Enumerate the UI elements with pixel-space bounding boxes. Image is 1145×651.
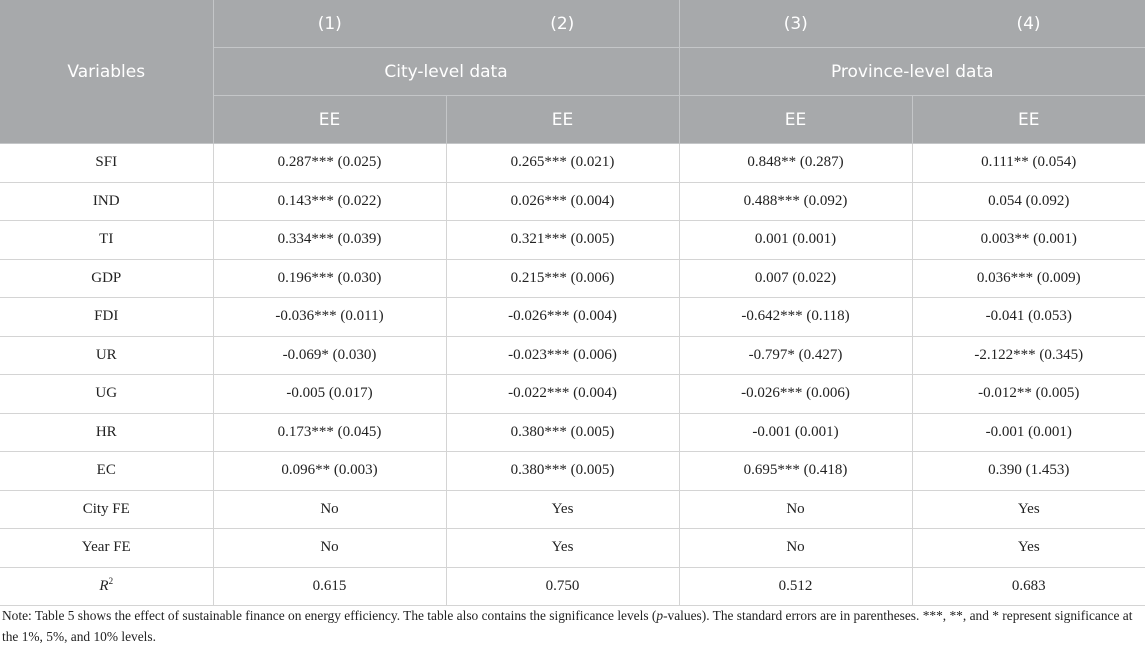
table-cell: No	[679, 529, 912, 568]
table-body	[0, 144, 1145, 606]
row-label: TI	[0, 221, 213, 260]
table-cell: -0.642*** (0.118)	[679, 298, 912, 337]
table-cell: -0.012** (0.005)	[912, 375, 1145, 414]
table-cell: 0.615	[213, 567, 446, 606]
row-label: EC	[0, 452, 213, 491]
table-cell: 0.007 (0.022)	[679, 259, 912, 298]
table-cell: 0.111** (0.054)	[912, 144, 1145, 183]
table-row	[0, 182, 1145, 221]
table-cell: 0.287*** (0.025)	[213, 144, 446, 183]
variables-header: Variables	[0, 0, 213, 144]
table-cell: 0.390 (1.453)	[912, 452, 1145, 491]
table-cell: 0.096** (0.003)	[213, 452, 446, 491]
table-cell: No	[213, 490, 446, 529]
note-p: p	[656, 608, 664, 623]
table-cell: -0.797* (0.427)	[679, 336, 912, 375]
row-label: UR	[0, 336, 213, 375]
header-row-numbers	[0, 0, 1145, 48]
table-row-r2	[0, 567, 1145, 606]
table-cell: 0.750	[446, 567, 679, 606]
table-cell: -0.026*** (0.006)	[679, 375, 912, 414]
col-number-4: (4)	[912, 0, 1145, 48]
table-cell: 0.380*** (0.005)	[446, 452, 679, 491]
table-cell: 0.848** (0.287)	[679, 144, 912, 183]
table-row	[0, 452, 1145, 491]
dep-var-3: EE	[679, 96, 912, 144]
table-cell: 0.512	[679, 567, 912, 606]
table-cell: 0.683	[912, 567, 1145, 606]
table-cell: Yes	[446, 490, 679, 529]
table-cell: 0.196*** (0.030)	[213, 259, 446, 298]
table-cell: -0.036*** (0.011)	[213, 298, 446, 337]
row-label: Year FE	[0, 529, 213, 568]
table-cell: No	[213, 529, 446, 568]
table-cell: 0.334*** (0.039)	[213, 221, 446, 260]
table-cell: -0.041 (0.053)	[912, 298, 1145, 337]
table-cell: 0.143*** (0.022)	[213, 182, 446, 221]
table-row	[0, 144, 1145, 183]
table-note	[2, 605, 1142, 647]
table-cell: -0.026*** (0.004)	[446, 298, 679, 337]
table-cell: 0.173*** (0.045)	[213, 413, 446, 452]
row-label-r2	[0, 567, 213, 606]
note-part2: -values). The standard errors are in parentheses. ***, **, and * represent significance at the 1%, 5%, and 10% levels.	[2, 608, 1133, 644]
table-row	[0, 490, 1145, 529]
table-cell: 0.488*** (0.092)	[679, 182, 912, 221]
table-cell: -0.001 (0.001)	[679, 413, 912, 452]
table-cell: -2.122*** (0.345)	[912, 336, 1145, 375]
table-row	[0, 259, 1145, 298]
table-cell: Yes	[912, 490, 1145, 529]
table-row	[0, 529, 1145, 568]
table-cell: Yes	[912, 529, 1145, 568]
table-cell: 0.321*** (0.005)	[446, 221, 679, 260]
table-cell: 0.054 (0.092)	[912, 182, 1145, 221]
row-label: UG	[0, 375, 213, 414]
table-cell: 0.036*** (0.009)	[912, 259, 1145, 298]
dep-var-4: EE	[912, 96, 1145, 144]
table-cell: 0.001 (0.001)	[679, 221, 912, 260]
dep-var-2: EE	[446, 96, 679, 144]
dep-var-1: EE	[213, 96, 446, 144]
table-row	[0, 375, 1145, 414]
table-cell: -0.001 (0.001)	[912, 413, 1145, 452]
col-number-3: (3)	[679, 0, 912, 48]
col-number-1: (1)	[213, 0, 446, 48]
table-cell: -0.023*** (0.006)	[446, 336, 679, 375]
table-cell: -0.069* (0.030)	[213, 336, 446, 375]
row-label: SFI	[0, 144, 213, 183]
table-cell: 0.003** (0.001)	[912, 221, 1145, 260]
table-row	[0, 221, 1145, 260]
row-label: HR	[0, 413, 213, 452]
row-label: GDP	[0, 259, 213, 298]
table-cell: Yes	[446, 529, 679, 568]
table-row	[0, 413, 1145, 452]
col-number-2: (2)	[446, 0, 679, 48]
r2-base: R	[99, 577, 109, 594]
table-cell: 0.380*** (0.005)	[446, 413, 679, 452]
group-province-level: Province-level data	[679, 48, 1145, 96]
row-label: IND	[0, 182, 213, 221]
note-part1: Note: Table 5 shows the effect of sustainable finance on energy efficiency. The table also contains the significance levels (	[2, 608, 657, 623]
table-cell: 0.026*** (0.004)	[446, 182, 679, 221]
table-cell: 0.215*** (0.006)	[446, 259, 679, 298]
table-cell: 0.265*** (0.021)	[446, 144, 679, 183]
table-row	[0, 336, 1145, 375]
r2-sup: 2	[108, 575, 114, 586]
table-cell: -0.005 (0.017)	[213, 375, 446, 414]
table-row	[0, 298, 1145, 337]
table-cell: 0.695*** (0.418)	[679, 452, 912, 491]
group-city-level: City-level data	[213, 48, 679, 96]
row-label: FDI	[0, 298, 213, 337]
row-label: City FE	[0, 490, 213, 529]
table-cell: No	[679, 490, 912, 529]
table-cell: -0.022*** (0.004)	[446, 375, 679, 414]
